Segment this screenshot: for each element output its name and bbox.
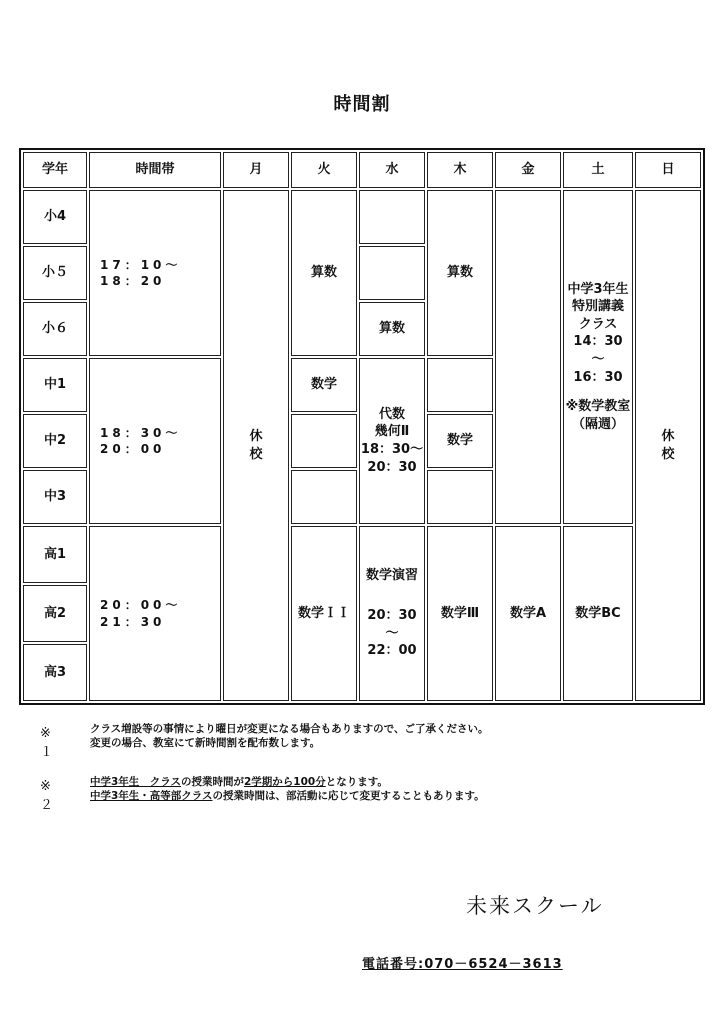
header-tue: 火 <box>291 152 357 188</box>
thu-chu3 <box>427 470 493 524</box>
thu-senior: 数学Ⅲ <box>427 526 493 701</box>
grade-cell: 高2 <box>23 585 87 642</box>
wed-junior-line-3: 18：30〜 <box>360 442 424 457</box>
tue-chu1: 数学 <box>291 358 357 412</box>
thu-chu2: 数学 <box>427 414 493 468</box>
header-sat: 土 <box>563 152 633 188</box>
sat-line-6: 16：30 <box>573 369 623 385</box>
grade-cell: 高1 <box>23 526 87 583</box>
sat-line-1: 中学3年生 <box>567 281 629 297</box>
header-thu: 木 <box>427 152 493 188</box>
grade-cell: 小６ <box>23 302 87 356</box>
grade-cell: 小５ <box>23 246 87 300</box>
note-1-line-1: クラス増設等の事情により曜日が変更になる場合もありますので、ご了承ください。 <box>90 723 489 735</box>
fri-upper <box>495 190 561 524</box>
header-row <box>23 152 701 188</box>
sat-line-8: （隔週） <box>571 416 624 432</box>
tue-chu2 <box>291 414 357 468</box>
tue-elementary: 算数 <box>291 190 357 356</box>
thu-elementary: 算数 <box>427 190 493 356</box>
grade-cell: 中3 <box>23 470 87 524</box>
header-mon: 月 <box>223 152 289 188</box>
row-ko1 <box>23 526 701 583</box>
tue-chu3 <box>291 470 357 524</box>
wed-senior-line-2: 20：30 <box>367 607 417 623</box>
timetable <box>19 148 705 705</box>
note-2-line-2-a: 中学3年生・高等部クラス <box>90 790 213 802</box>
header-sun: 日 <box>635 152 701 188</box>
note-2-line-1-a: 中学3年生 クラス <box>90 776 181 788</box>
sat-line-3: クラス <box>578 316 618 332</box>
sat-line-7: ※数学教室 <box>565 399 631 415</box>
note-2-line-1-c: 2学期から100分 <box>244 776 326 788</box>
note-1-line-2: 変更の場合、教室にて新時間割を配布数します。 <box>90 737 321 749</box>
note-2-line-1-d: となります。 <box>325 776 388 788</box>
sat-line-5: 〜 <box>591 352 605 367</box>
timeband-senior: 20：00〜21：30 <box>89 526 221 701</box>
fri-senior: 数学A <box>495 526 561 701</box>
header-fri: 金 <box>495 152 561 188</box>
timeband-junior: 18：30〜20：00 <box>89 358 221 524</box>
mon-closed <box>223 190 289 701</box>
note-2-line-2-b: の授業時間は、部活動に応じて変更することもあります。 <box>212 790 485 802</box>
note-2-line-1 <box>90 775 650 789</box>
wed-junior <box>359 358 425 524</box>
phone-number: 電話番号:070－6524－3613 <box>362 957 563 972</box>
wed-junior-line-2: 幾何Ⅱ <box>374 424 410 440</box>
sun-closed <box>635 190 701 701</box>
wed-sho4 <box>359 190 425 244</box>
wed-junior-line-1: 代数 <box>378 406 405 422</box>
wed-senior <box>359 526 425 701</box>
wed-sho5 <box>359 246 425 300</box>
sat-line-4: 14：30 <box>573 334 623 350</box>
wed-sho6: 算数 <box>359 302 425 356</box>
wed-senior-line-3: 〜 <box>385 625 399 641</box>
sat-special <box>563 190 633 524</box>
grade-cell: 中2 <box>23 414 87 468</box>
row-sho4 <box>23 190 701 244</box>
sun-closed-1: 休 <box>661 428 675 444</box>
sat-line-2: 特別講義 <box>571 299 624 315</box>
mon-closed-1: 休 <box>249 428 263 444</box>
note-2-line-2 <box>90 789 650 803</box>
grade-cell: 高3 <box>23 644 87 701</box>
timeband-elementary: 17：10〜18：20 <box>89 190 221 356</box>
mon-closed-2: 校 <box>249 446 263 462</box>
header-grade: 学年 <box>23 152 87 188</box>
thu-chu1 <box>427 358 493 412</box>
wed-junior-line-4: 20：30 <box>367 459 417 475</box>
note-1-mark: ※１ <box>40 726 54 760</box>
header-timeband: 時間帯 <box>89 152 221 188</box>
note-2-line-1-b: の授業時間が <box>181 776 244 788</box>
wed-senior-line-4: 22：00 <box>367 643 417 659</box>
grade-cell: 中1 <box>23 358 87 412</box>
header-wed: 水 <box>359 152 425 188</box>
sun-closed-2: 校 <box>661 446 675 462</box>
school-name: 未来スクール <box>466 894 604 918</box>
wed-senior-line-1: 数学演習 <box>365 568 418 584</box>
note-2-mark: ※２ <box>40 779 54 813</box>
tue-senior: 数学ＩＩ <box>291 526 357 701</box>
sat-senior: 数学BC <box>563 526 633 701</box>
grade-cell: 小4 <box>23 190 87 244</box>
page-title: 時間割 <box>333 94 391 115</box>
